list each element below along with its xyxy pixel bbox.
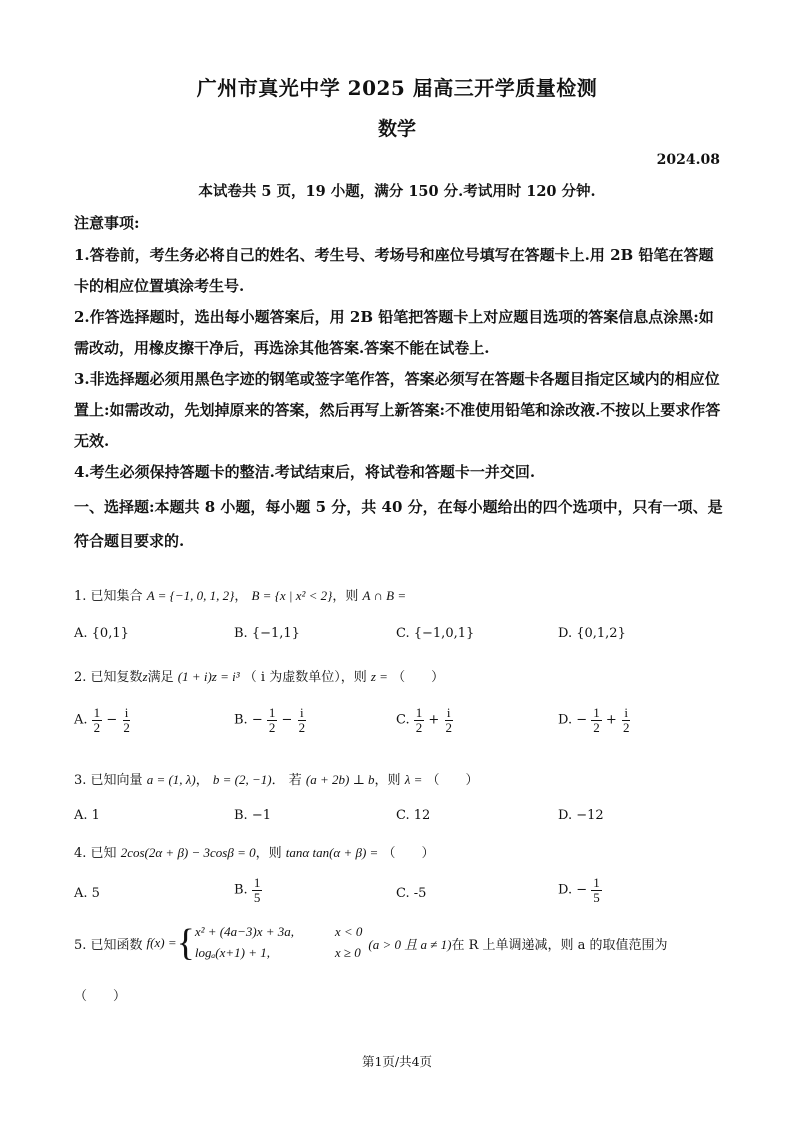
fraction: $\frac{1}{2}$ bbox=[593, 705, 600, 735]
q1-suffix: ，则 bbox=[332, 589, 359, 604]
question-3-stem: 3. 已知向量 a = (1, λ)， b = (2, −1)． 若 (a + 2b) ⊥ b，则 λ = （ ） bbox=[74, 772, 479, 788]
q4-ask: tanα tan(α + β) = bbox=[285, 845, 379, 860]
q2-option-d[interactable]: D. − $\frac{1}{2}$ + $\frac{i}{2}$ bbox=[558, 705, 630, 735]
exam-intro: 本试卷共 5 页，19 小题，满分 150 分.考试用时 120 分钟. bbox=[198, 183, 596, 200]
q2-equation: (1 + i)z = i³ bbox=[177, 669, 240, 684]
q2-option-b[interactable]: B. − $\frac{1}{2}$ − $\frac{i}{2}$ bbox=[234, 705, 306, 735]
q1-prefix: 1. 已知集合 bbox=[74, 589, 143, 604]
notice-item-3: 3.非选择题必须用黑色字迹的钢笔或签字笔作答，答案必须写在答题卡各题目指定区域内的相应位置上:如需改动，先划掉原来的答案，然后再写上新答案:不准使用铅笔和涂改液.不按以上要求作答无效. bbox=[74, 370, 721, 450]
q3-condition: (a + 2b) ⊥ b bbox=[305, 772, 375, 787]
fraction: $\frac{1}{2}$ bbox=[268, 705, 276, 735]
q3-option-c[interactable]: C. 12 bbox=[396, 808, 431, 823]
notice-item-4: 4.考生必须保持答题卡的整洁.考试结束后，将试卷和答题卡一并交回. bbox=[74, 463, 536, 481]
q5-tail: 在 R 上单调递减，则 a 的取值范围为 bbox=[451, 937, 668, 953]
page-number: 第1页/共4页 bbox=[361, 1054, 433, 1069]
exam-subject: 数学 bbox=[377, 118, 416, 140]
q2-option-a[interactable]: A. $\frac{1}{2}$ − $\frac{i}{2}$ bbox=[74, 705, 130, 735]
q1-set-b: B = {x | x² < 2} bbox=[251, 588, 333, 603]
piecewise-brace: { bbox=[176, 922, 195, 964]
exam-date: 2024.08 bbox=[656, 152, 720, 168]
q3-ask: λ = bbox=[404, 772, 423, 787]
question-2-stem: 2. 已知复数z满足 (1 + i)z = i³ （ i 为虚数单位），则 z = （ ） bbox=[74, 669, 445, 685]
fraction: $\frac{i}{2}$ bbox=[445, 705, 452, 735]
q1-option-b[interactable]: B. {−1,1} bbox=[234, 626, 300, 641]
q3-option-a[interactable]: A. 1 bbox=[74, 808, 100, 823]
q5-blank: （ ） bbox=[74, 989, 127, 1004]
q4-option-d[interactable]: D. − $\frac{1}{5}$ bbox=[558, 875, 600, 905]
fraction: $\frac{i}{2}$ bbox=[298, 705, 306, 735]
q1-ask: A ∩ B = bbox=[362, 588, 407, 603]
q4-equation: 2cos(2α + β) − 3cosβ = 0 bbox=[120, 845, 256, 860]
notice-item-2: 2.作答选择题时，选出每小题答案后，用 2B 铅笔把答题卡上对应题目选项的答案信息点涂黑:如需改动，用橡皮擦干净后，再选涂其他答案.答案不能在试卷上. bbox=[74, 308, 714, 357]
q4-option-b[interactable]: B. $\frac{1}{5}$ bbox=[234, 875, 261, 905]
q1-option-c[interactable]: C. {−1,0,1} bbox=[396, 626, 475, 641]
question-5-stem: 5. 已知函数 f(x) = { x² + (4a−3)x + 3a, x < 0 logₐ(x+1) + 1, x ≥ 0 (a > 0 且 a ≠ 1) 在 R 上单调递减，则 a 的取值范围为 bbox=[74, 922, 668, 964]
q2-prefix: 2. 已知复数 bbox=[74, 670, 143, 685]
q2-option-c[interactable]: C. $\frac{1}{2}$ + $\frac{i}{2}$ bbox=[396, 705, 452, 735]
fraction: $\frac{1}{2}$ bbox=[93, 705, 101, 735]
fraction: $\frac{1}{2}$ bbox=[415, 705, 423, 735]
notice-heading: 注意事项: bbox=[74, 214, 140, 232]
q3-vector-b: b = (2, −1) bbox=[212, 772, 272, 787]
section-1-heading: 一、选择题:本题共 8 小题，每小题 5 分，共 40 分，在每小题给出的四个选项中，只有一项、是符合题目要求的. bbox=[74, 498, 723, 550]
q3-option-d[interactable]: D. −12 bbox=[558, 808, 604, 823]
q4-option-a[interactable]: A. 5 bbox=[74, 886, 100, 901]
q2-ask: z = bbox=[370, 669, 388, 684]
question-4-stem: 4. 已知 2cos(2α + β) − 3cosβ = 0，则 tanα tan(α + β) = （ ） bbox=[74, 845, 435, 861]
q3-option-b[interactable]: B. −1 bbox=[234, 808, 271, 823]
fraction: $\frac{i}{2}$ bbox=[123, 705, 130, 735]
q2-paren: （ i 为虚数单位），则 bbox=[243, 670, 367, 685]
piecewise-cases: x² + (4a−3)x + 3a, x < 0 logₐ(x+1) + 1, x ≥ 0 bbox=[194, 924, 363, 960]
fraction: $\frac{1}{5}$ bbox=[253, 875, 261, 905]
q1-option-d[interactable]: D. {0,1,2} bbox=[558, 626, 626, 641]
notice-item-1: 1.答卷前，考生务必将自己的姓名、考生号、考场号和座位号填写在答题卡上.用 2B 铅笔在答题卡的相应位置填涂考生号. bbox=[74, 246, 714, 295]
exam-title: 广州市真光中学 2025 届高三开学质量检测 bbox=[196, 76, 598, 100]
question-1-stem: 1. 已知集合 A = {−1, 0, 1, 2}， B = {x | x² < 2}，则 A ∩ B = bbox=[74, 588, 407, 604]
q4-option-c[interactable]: C. -5 bbox=[396, 886, 427, 901]
q1-option-a[interactable]: A. {0,1} bbox=[74, 626, 129, 641]
q5-param: (a > 0 且 a ≠ 1) bbox=[368, 936, 452, 952]
q2-mid: 满足 bbox=[147, 670, 174, 685]
q3-vector-a: a = (1, λ) bbox=[146, 772, 196, 787]
fraction: $\frac{1}{5}$ bbox=[593, 875, 600, 905]
q1-set-a: A = {−1, 0, 1, 2} bbox=[146, 588, 235, 603]
q2-blank: （ ） bbox=[392, 670, 445, 685]
fraction: $\frac{i}{2}$ bbox=[622, 705, 630, 735]
q5-function: f(x) = bbox=[146, 935, 177, 950]
